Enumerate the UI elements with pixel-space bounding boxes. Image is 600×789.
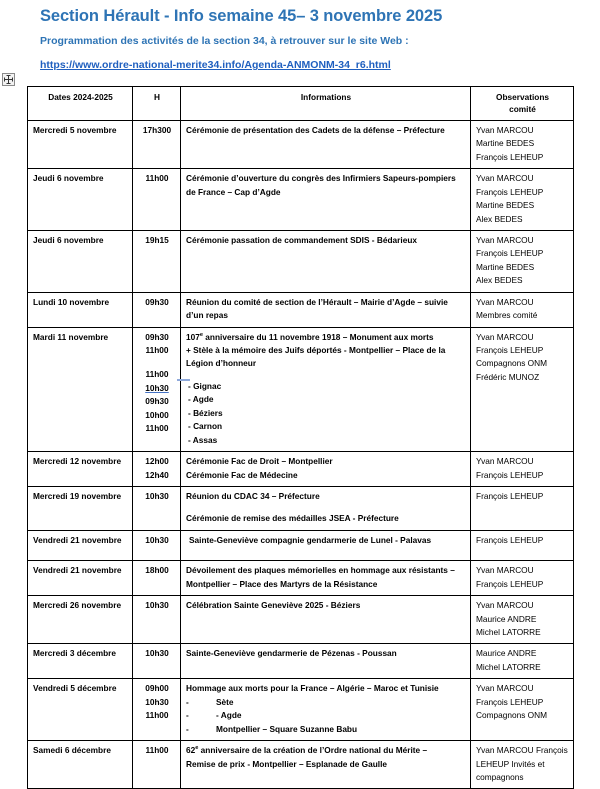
cell-date: Mercredi 3 décembre xyxy=(28,644,133,679)
table-row xyxy=(28,120,574,168)
cell-informations: 62e anniversaire de la création de l’Ordre national du Mérite – Remise de prix - Montpellier – Esplanade de Gaulle xyxy=(181,741,471,789)
cell-date: Mercredi 26 novembre xyxy=(28,596,133,644)
bullet-line: - Montpellier – Square Suzanne Babu xyxy=(186,723,358,734)
cell-hours: 11h00 xyxy=(133,169,181,231)
table-row xyxy=(28,644,574,679)
table-row xyxy=(28,452,574,487)
cell-date: Mercredi 12 novembre xyxy=(28,452,133,487)
cell-date: Mardi 11 novembre xyxy=(28,327,133,452)
cell-observations: François LEHEUP xyxy=(471,530,574,560)
spacer xyxy=(186,503,466,512)
column-header-dates: Dates 2024-2025 xyxy=(28,87,133,121)
cell-hours: 10h30 xyxy=(133,644,181,679)
table-row xyxy=(28,230,574,292)
hours-group-primary: 09h30 11h00 xyxy=(145,331,169,355)
cell-hours: 11h00 xyxy=(133,741,181,789)
table-row xyxy=(28,169,574,231)
hours-group-secondary: 11h00 10h30 09h30 10h00 11h00 xyxy=(138,368,176,435)
cell-observations: Yvan MARCOU François LEHEUP Invités et compagnons xyxy=(471,741,574,789)
table-move-handle-icon[interactable] xyxy=(2,73,15,86)
page-title: Section Hérault - Info semaine 45– 3 novembre 2025 xyxy=(40,7,443,25)
cell-informations: Cérémonie Fac de Droit – Montpellier Cérémonie Fac de Médecine xyxy=(181,452,471,487)
cell-informations: 107e anniversaire du 11 novembre 1918 – Monument aux morts + Stèle à la mémoire des Juifs déportés - Montpellier – Place de la Légion d’honneur - Gignac - Agde - Béziers - Carnon - Assas xyxy=(181,327,471,452)
spacer xyxy=(186,547,466,556)
cell-date: Vendredi 21 novembre xyxy=(28,561,133,596)
cell-date: Vendredi 21 novembre xyxy=(28,530,133,560)
bullet-line: - Sète xyxy=(186,696,234,707)
cell-informations: Sainte-Geneviève gendarmerie de Pézenas - Poussan xyxy=(181,644,471,679)
table-row xyxy=(28,561,574,596)
cell-informations: Réunion du CDAC 34 – Préfecture Cérémonie de remise des médailles JSEA - Préfecture xyxy=(181,486,471,530)
info-headline-superscript: 107e anniversaire du 11 novembre 1918 – Monument aux morts xyxy=(186,331,434,342)
agenda-table-container xyxy=(27,86,573,789)
column-header-informations: Informations xyxy=(181,87,471,121)
cell-observations: Yvan MARCOU François LEHEUP Compagnons ONM Frédéric MUNOZ xyxy=(471,327,574,452)
table-row xyxy=(28,327,574,452)
cell-hours: 10h30 xyxy=(133,596,181,644)
cell-observations: Maurice ANDRE Michel LATORRE xyxy=(471,644,574,679)
cell-date: Samedi 6 décembre xyxy=(28,741,133,789)
cell-informations: Cérémonie de présentation des Cadets de la défense – Préfecture xyxy=(181,120,471,168)
cell-observations: Yvan MARCOU Membres comité xyxy=(471,292,574,327)
cell-hours: 19h15 xyxy=(133,230,181,292)
cell-informations: Sainte-Geneviève compagnie gendarmerie de Lunel - Palavas xyxy=(181,530,471,560)
table-row xyxy=(28,292,574,327)
cell-hours: 09h30 xyxy=(133,292,181,327)
cell-date: Lundi 10 novembre xyxy=(28,292,133,327)
cell-observations: Yvan MARCOU François LEHEUP xyxy=(471,561,574,596)
cell-date: Vendredi 5 décembre xyxy=(28,679,133,741)
cell-observations: Yvan MARCOU Maurice ANDRE Michel LATORRE xyxy=(471,596,574,644)
bullet-line: - - Agde xyxy=(186,710,242,721)
cell-observations: François LEHEUP xyxy=(471,486,574,530)
cell-observations: Yvan MARCOU François LEHEUP Martine BEDES Alex BEDES xyxy=(471,169,574,231)
ordinal-suffix: e xyxy=(199,331,203,338)
cell-hours xyxy=(133,327,181,452)
agenda-table xyxy=(27,86,574,789)
cell-hours: 10h30 xyxy=(133,486,181,530)
cell-hours: 09h00 10h30 11h00 xyxy=(133,679,181,741)
cell-hours: 12h00 12h40 xyxy=(133,452,181,487)
ordinal-suffix: e xyxy=(195,745,199,752)
cell-informations: Célébration Sainte Geneviève 2025 - Béziers xyxy=(181,596,471,644)
cell-informations: Cérémonie passation de commandement SDIS - Bédarieux xyxy=(181,230,471,292)
table-row xyxy=(28,486,574,530)
cell-hours: 18h00 xyxy=(133,561,181,596)
page-subtitle: Programmation des activités de la section 34, à retrouver sur le site Web : xyxy=(40,35,409,47)
cell-date: Jeudi 6 novembre xyxy=(28,230,133,292)
table-row xyxy=(28,530,574,560)
cell-informations: Hommage aux morts pour la France – Algérie – Maroc et Tunisie - Sète - - Agde - Montpellier – Square Suzanne Babu xyxy=(181,679,471,741)
cell-date: Jeudi 6 novembre xyxy=(28,169,133,231)
agenda-website-link[interactable]: https://www.ordre-national-merite34.info/Agenda-ANMONM-34_r6.html xyxy=(40,59,391,71)
cell-observations: Yvan MARCOU François LEHEUP Compagnons ONM xyxy=(471,679,574,741)
cell-informations: Cérémonie d’ouverture du congrès des Infirmiers Sapeurs-pompiers de France – Cap d’Agde xyxy=(181,169,471,231)
cell-observations: Yvan MARCOU Martine BEDES François LEHEUP xyxy=(471,120,574,168)
table-row xyxy=(28,596,574,644)
cell-informations: Dévoilement des plaques mémorielles en hommage aux résistants – Montpellier – Place des Martyrs de la Résistance xyxy=(181,561,471,596)
table-header-row xyxy=(28,87,574,121)
spacer xyxy=(186,371,466,380)
cell-observations: Yvan MARCOU François LEHEUP Martine BEDES Alex BEDES xyxy=(471,230,574,292)
cell-hours: 17h300 xyxy=(133,120,181,168)
cell-hours: 10h30 xyxy=(133,530,181,560)
cell-date: Mercredi 5 novembre xyxy=(28,120,133,168)
table-row xyxy=(28,741,574,789)
cell-date: Mercredi 19 novembre xyxy=(28,486,133,530)
info-headline-superscript: 62e anniversaire de la création de l’Ordre national du Mérite – xyxy=(186,745,428,756)
column-header-observations: Observations comité xyxy=(471,87,574,121)
spacer xyxy=(138,357,176,368)
column-header-h: H xyxy=(133,87,181,121)
cell-informations: Réunion du comité de section de l’Hérault – Mairie d’Agde – suivie d’un repas xyxy=(181,292,471,327)
cell-observations: Yvan MARCOU François LEHEUP xyxy=(471,452,574,487)
